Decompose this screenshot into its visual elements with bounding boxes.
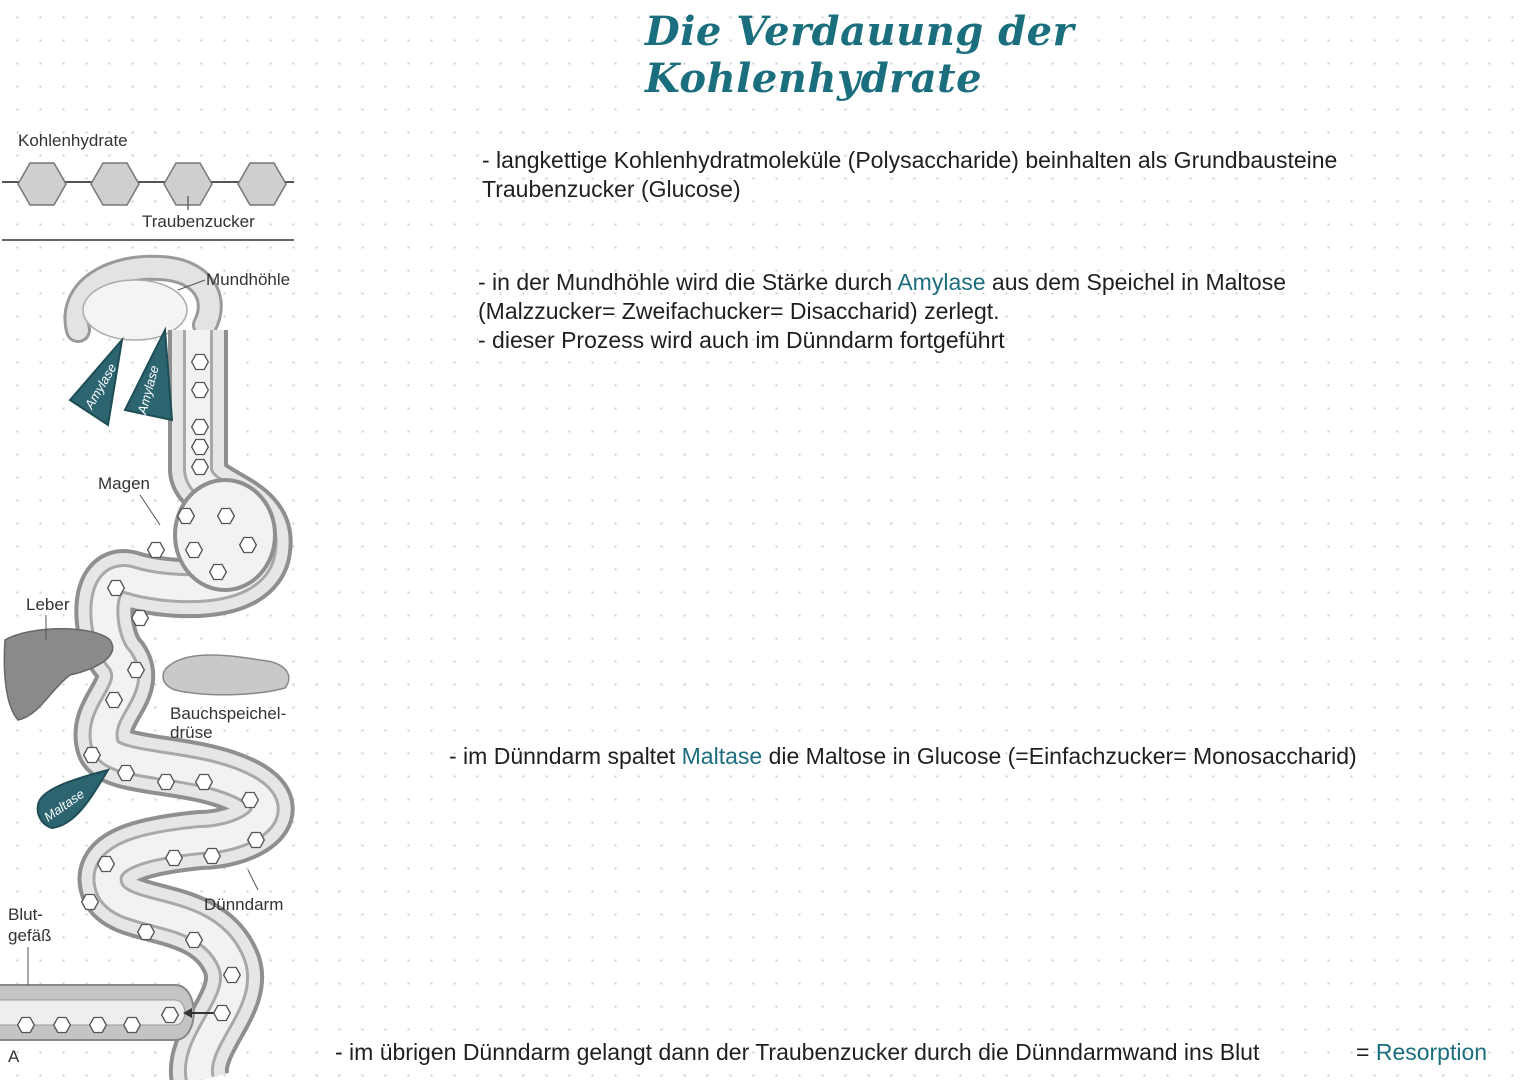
note-resorption-equals: =	[1356, 1039, 1376, 1065]
label-bauchspeicheldruese-2: drüse	[170, 723, 213, 742]
label-blutgefaess-2: gefäß	[8, 926, 52, 945]
maltase-enzyme	[38, 770, 108, 828]
note-maltase-a: - im Dünndarm spaltet	[449, 743, 682, 769]
note-amylase-b: aus dem Speichel in Maltose	[985, 269, 1286, 295]
note-maltase-b: die Maltose in Glucose (=Einfachzucker= Monosaccharid)	[762, 743, 1357, 769]
label-traubenzucker: Traubenzucker	[142, 212, 255, 231]
note-amylase-a: - in der Mundhöhle wird die Stärke durch	[478, 269, 898, 295]
amylase-enzyme-2	[125, 330, 172, 420]
label-leber: Leber	[26, 595, 70, 614]
note-polysaccharide-line1: - langkettige Kohlenhydratmoleküle (Polysaccharide) beinhalten als Grundbausteine	[482, 147, 1338, 173]
label-magen: Magen	[98, 474, 150, 493]
note-polysaccharide-line2: Traubenzucker (Glucose)	[482, 176, 741, 202]
label-bauchspeicheldruese-1: Bauchspeichel-	[170, 704, 287, 723]
term-resorption: Resorption	[1375, 1039, 1488, 1065]
note-amylase-line2: (Malzzucker= Zweifachucker= Disaccharid) zerlegt.	[478, 298, 1000, 324]
term-maltase: Maltase	[681, 743, 763, 769]
note-amylase	[478, 268, 1286, 355]
page-title: Die Verdauung der Kohlenhydrate	[645, 8, 1075, 102]
amylase-enzyme-1	[70, 340, 122, 425]
carbohydrate-chain	[2, 163, 294, 210]
note-maltase	[449, 742, 1357, 771]
label-panel-a: A	[8, 1047, 20, 1066]
label-mundhoehle: Mundhöhle	[206, 270, 291, 289]
svg-text:Amylase: Amylase	[81, 360, 120, 412]
blood-vessel	[0, 985, 215, 1040]
note-polysaccharide	[482, 146, 1337, 204]
note-resorption	[335, 1038, 1259, 1067]
label-blutgefaess-1: Blut-	[8, 905, 43, 924]
term-amylase: Amylase	[897, 269, 986, 295]
label-duenndarm: Dünndarm	[204, 895, 284, 914]
svg-text:Maltase: Maltase	[41, 786, 88, 825]
label-kohlenhydrate: Kohlenhydrate	[18, 131, 128, 150]
note-amylase-line3: - dieser Prozess wird auch im Dünndarm fortgeführt	[478, 327, 1005, 353]
pancreas	[163, 655, 289, 695]
note-resorption-a: - im übrigen Dünndarm gelangt dann der Traubenzucker durch die Dünndarmwand ins Blut	[335, 1039, 1260, 1065]
note-resorption-eq	[1356, 1038, 1487, 1067]
digestion-diagram	[0, 0, 320, 1080]
svg-text:Amylase: Amylase	[134, 363, 162, 416]
